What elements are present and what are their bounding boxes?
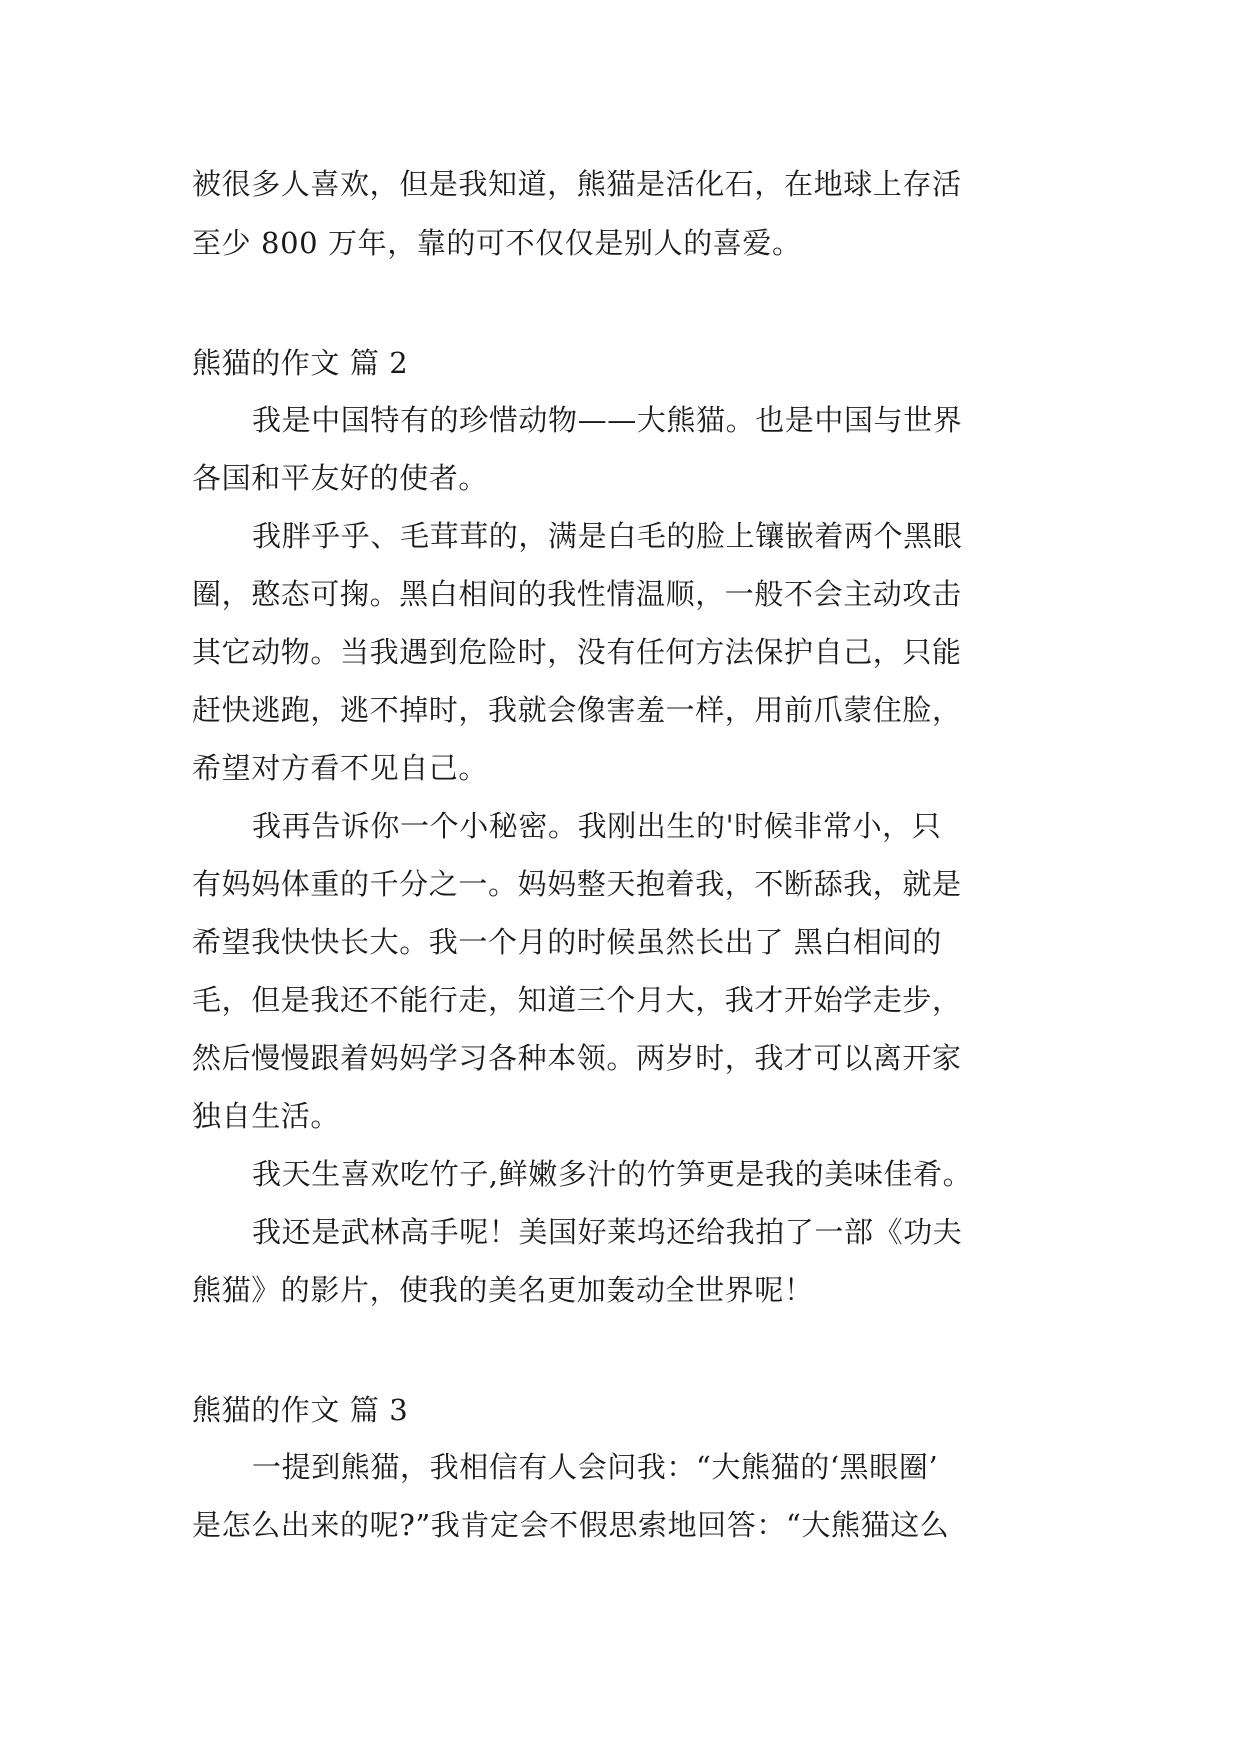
section2-line-3: 我胖乎乎、毛茸茸的，满是白毛的脸上镶嵌着两个黑眼 [252,519,963,553]
section2-line-15: 我还是武林高手呢！美国好莱坞还给我拍了一部《功夫 [252,1215,963,1249]
section2-line-16: 熊猫》的影片，使我的美名更加轰动全世界呢！ [192,1273,814,1307]
section2-line-8: 我再告诉你一个小秘密。我刚出生的'时候非常小，只 [252,809,942,843]
section2-line-4: 圈，憨态可掬。黑白相间的我性情温顺，一般不会主动攻击 [192,577,962,611]
intro-line-2: 至少 800 万年，靠的可不仅仅是别人的喜爱。 [192,226,802,260]
section-heading-3: 熊猫的作文 篇 3 [192,1393,409,1427]
section2-line-12: 然后慢慢跟着妈妈学习各种本领。两岁时，我才可以离开家 [192,1041,962,1075]
section3-line-1: 一提到熊猫，我相信有人会问我：“大熊猫的‘黑眼圈’ [252,1450,939,1484]
section2-line-9: 有妈妈体重的千分之一。妈妈整天抱着我，不断舔我，就是 [192,867,962,901]
section2-line-13: 独自生活。 [192,1099,341,1133]
section2-line-2: 各国和平友好的使者。 [192,461,489,495]
section2-line-7: 希望对方看不见自己。 [192,751,489,785]
section2-line-5: 其它动物。当我遇到危险时，没有任何方法保护自己，只能 [192,635,962,669]
section2-line-1: 我是中国特有的珍惜动物——大熊猫。也是中国与世界 [252,403,963,437]
section2-line-6: 赶快逃跑，逃不掉时，我就会像害羞一样，用前爪蒙住脸， [192,693,962,727]
section2-line-10: 希望我快快长大。我一个月的时候虽然长出了 黑白相间的 [192,925,942,959]
intro-line-1: 被很多人喜欢，但是我知道，熊猫是活化石，在地球上存活 [192,167,962,201]
section2-line-14: 我天生喜欢吃竹子,鲜嫩多汁的竹笋更是我的美味佳肴。 [252,1157,973,1191]
section2-line-11: 毛，但是我还不能行走，知道三个月大，我才开始学走步， [192,983,962,1017]
section3-line-2: 是怎么出来的呢?”我肯定会不假思索地回答：“大熊猫这么 [192,1508,950,1542]
section-heading-2: 熊猫的作文 篇 2 [192,346,409,380]
